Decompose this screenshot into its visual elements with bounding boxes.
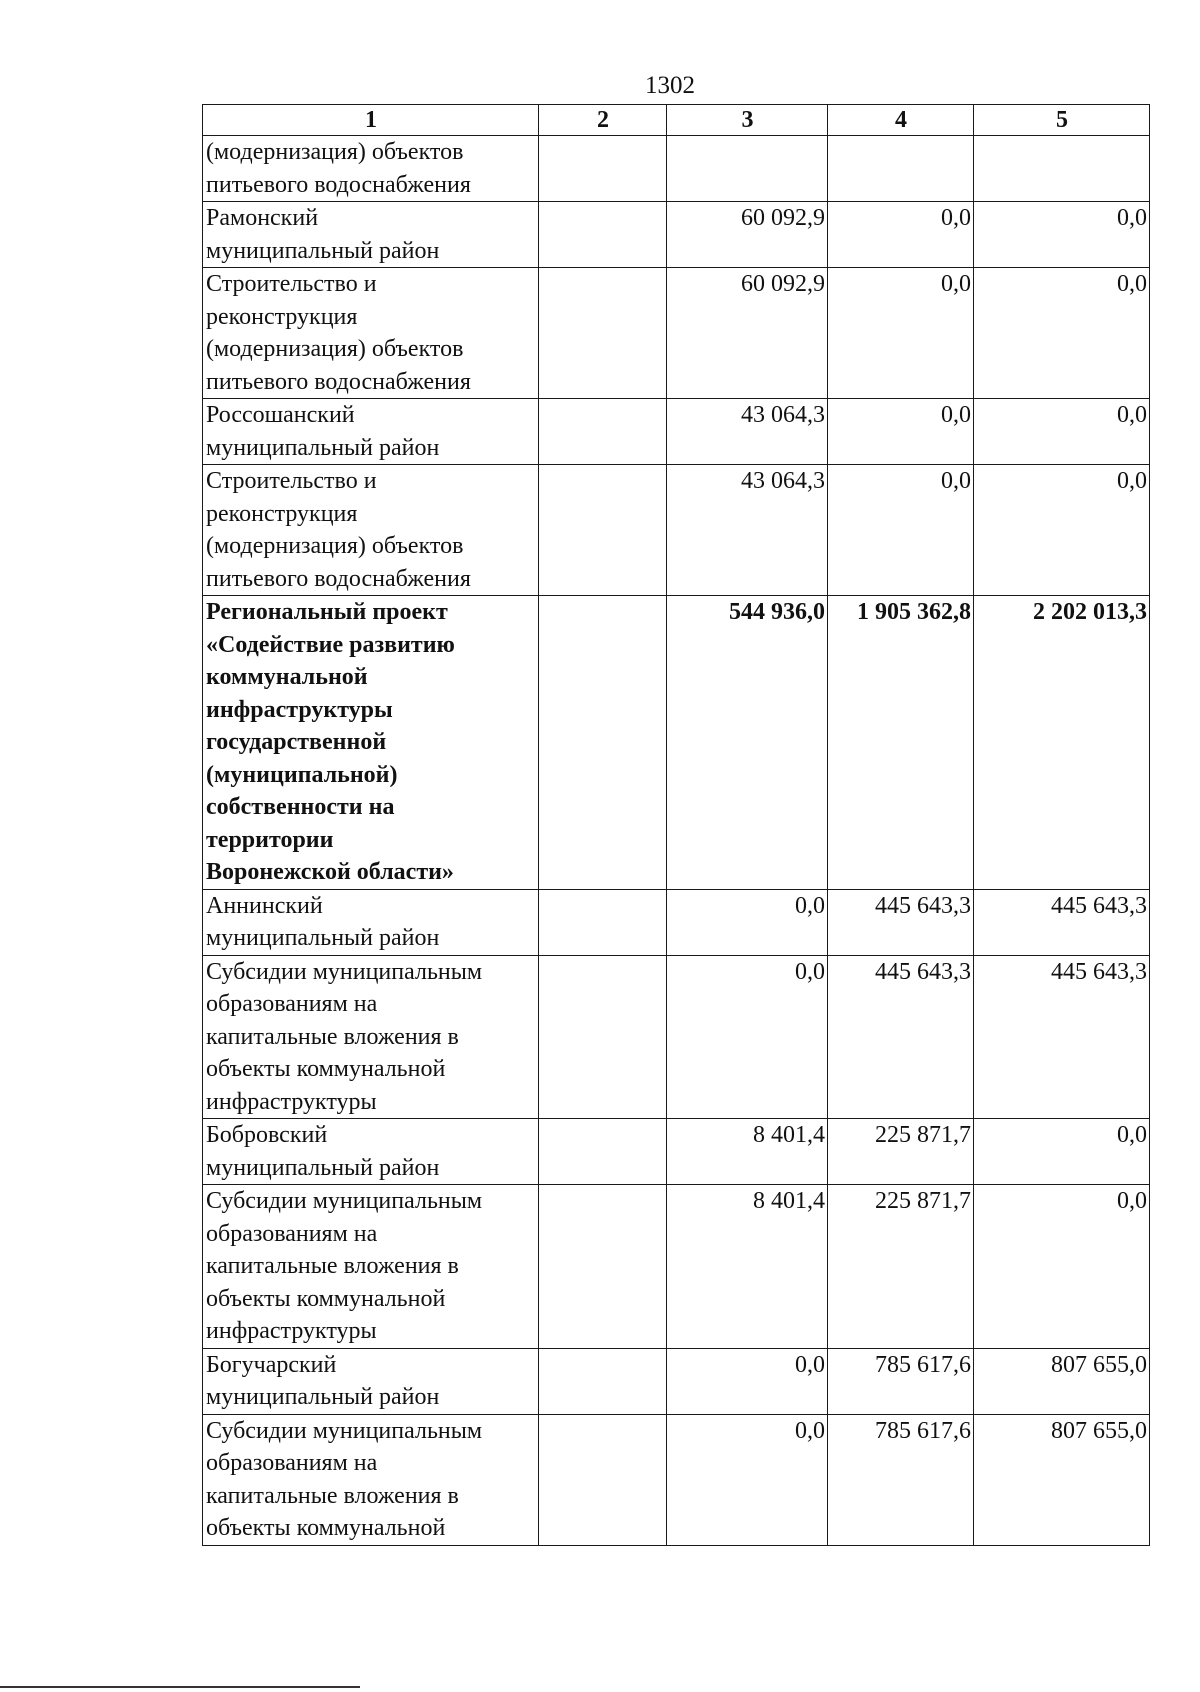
row-name-cell: Россошанский муниципальный район — [203, 399, 539, 465]
row-col4-cell: 445 643,3 — [828, 955, 974, 1119]
row-col4-cell — [828, 136, 974, 202]
row-col4-cell: 0,0 — [828, 202, 974, 268]
row-col5-cell: 0,0 — [974, 268, 1150, 399]
row-col2-cell — [539, 1414, 667, 1545]
budget-table — [202, 104, 1150, 1546]
row-col5-cell: 0,0 — [974, 1119, 1150, 1185]
table-row — [203, 465, 1150, 596]
row-col3-cell: 544 936,0 — [667, 596, 828, 890]
row-name-cell: Аннинский муниципальный район — [203, 889, 539, 955]
row-col2-cell — [539, 596, 667, 890]
row-col3-cell: 0,0 — [667, 889, 828, 955]
row-col5-cell: 2 202 013,3 — [974, 596, 1150, 890]
row-name-cell: Рамонский муниципальный район — [203, 202, 539, 268]
table-row — [203, 202, 1150, 268]
row-col2-cell — [539, 1348, 667, 1414]
row-name-cell: Строительство и реконструкция (модернизация) объектов питьевого водоснабжения — [203, 268, 539, 399]
row-col5-cell: 0,0 — [974, 1185, 1150, 1349]
row-col2-cell — [539, 1185, 667, 1349]
row-name-cell: Субсидии муниципальным образованиям на капитальные вложения в объекты коммунальной — [203, 1414, 539, 1545]
row-col2-cell — [539, 268, 667, 399]
page-number: 1302 — [645, 72, 695, 99]
row-col3-cell: 0,0 — [667, 1414, 828, 1545]
row-col4-cell: 0,0 — [828, 268, 974, 399]
table-row — [203, 889, 1150, 955]
row-col2-cell — [539, 889, 667, 955]
row-name-cell: Богучарский муниципальный район — [203, 1348, 539, 1414]
table-row — [203, 955, 1150, 1119]
column-header-4: 4 — [828, 105, 974, 136]
row-col4-cell: 0,0 — [828, 399, 974, 465]
table-row — [203, 399, 1150, 465]
table-row — [203, 596, 1150, 890]
row-col4-cell: 0,0 — [828, 465, 974, 596]
column-header-5: 5 — [974, 105, 1150, 136]
row-col3-cell: 0,0 — [667, 1348, 828, 1414]
row-col2-cell — [539, 399, 667, 465]
table-row — [203, 136, 1150, 202]
row-col5-cell: 0,0 — [974, 202, 1150, 268]
row-name-cell: Субсидии муниципальным образованиям на капитальные вложения в объекты коммунальной инфраструктуры — [203, 1185, 539, 1349]
row-col3-cell: 8 401,4 — [667, 1119, 828, 1185]
row-col4-cell: 225 871,7 — [828, 1185, 974, 1349]
table-row — [203, 1119, 1150, 1185]
row-name-cell: (модернизация) объектов питьевого водоснабжения — [203, 136, 539, 202]
row-col4-cell: 785 617,6 — [828, 1414, 974, 1545]
row-col2-cell — [539, 202, 667, 268]
row-col5-cell: 807 655,0 — [974, 1414, 1150, 1545]
column-header-3: 3 — [667, 105, 828, 136]
row-name-cell: Строительство и реконструкция (модернизация) объектов питьевого водоснабжения — [203, 465, 539, 596]
table-body — [203, 136, 1150, 1546]
row-col4-cell: 785 617,6 — [828, 1348, 974, 1414]
row-name-cell: Региональный проект «Содействие развитию коммунальной инфраструктуры государственной (муниципальной) собственности на территории Воронежской области» — [203, 596, 539, 890]
row-col4-cell: 225 871,7 — [828, 1119, 974, 1185]
row-col3-cell: 8 401,4 — [667, 1185, 828, 1349]
table-header-row — [203, 105, 1150, 136]
row-col2-cell — [539, 136, 667, 202]
row-col3-cell: 43 064,3 — [667, 465, 828, 596]
row-col5-cell: 0,0 — [974, 465, 1150, 596]
row-col3-cell — [667, 136, 828, 202]
row-col2-cell — [539, 955, 667, 1119]
row-col4-cell: 1 905 362,8 — [828, 596, 974, 890]
table-row — [203, 1185, 1150, 1349]
row-name-cell: Бобровский муниципальный район — [203, 1119, 539, 1185]
row-col2-cell — [539, 1119, 667, 1185]
row-col5-cell: 0,0 — [974, 399, 1150, 465]
row-col3-cell: 0,0 — [667, 955, 828, 1119]
row-col5-cell: 445 643,3 — [974, 889, 1150, 955]
row-name-cell: Субсидии муниципальным образованиям на капитальные вложения в объекты коммунальной инфраструктуры — [203, 955, 539, 1119]
column-header-2: 2 — [539, 105, 667, 136]
row-col4-cell: 445 643,3 — [828, 889, 974, 955]
row-col2-cell — [539, 465, 667, 596]
row-col5-cell: 807 655,0 — [974, 1348, 1150, 1414]
row-col5-cell — [974, 136, 1150, 202]
row-col3-cell: 60 092,9 — [667, 202, 828, 268]
row-col3-cell: 43 064,3 — [667, 399, 828, 465]
table-row — [203, 268, 1150, 399]
table-row — [203, 1348, 1150, 1414]
row-col5-cell: 445 643,3 — [974, 955, 1150, 1119]
column-header-1: 1 — [203, 105, 539, 136]
table-row — [203, 1414, 1150, 1545]
row-col3-cell: 60 092,9 — [667, 268, 828, 399]
footer-rule — [0, 1686, 360, 1688]
